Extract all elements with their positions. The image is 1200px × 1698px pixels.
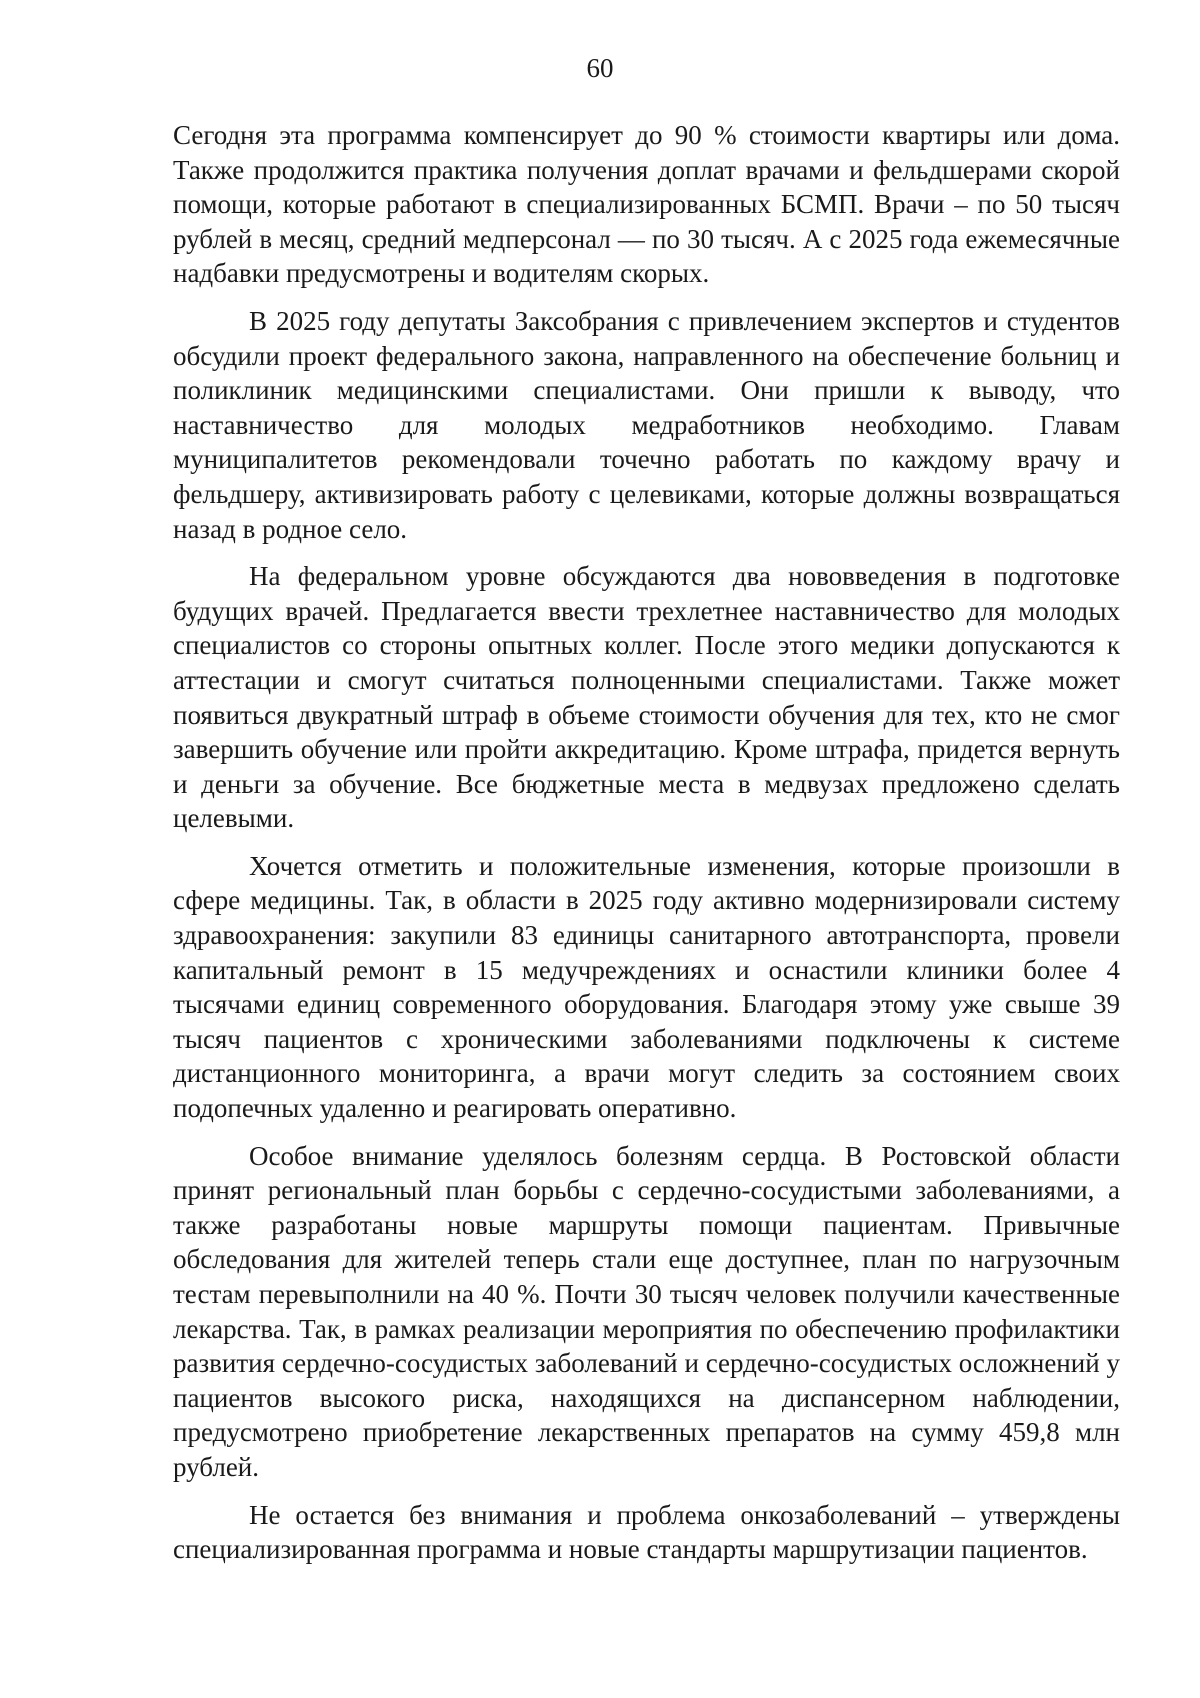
paragraph-positive-changes: Хочется отметить и положительные изменения, которые произошли в сфере медицины. Так, в области в 2025 году активно модернизировали систему здравоохранения: закупили 83 единицы санитарного автотранспорта, провели капитальный ремонт в 15 медучреждениях и оснастили клиники более 4 тысячами единиц современного оборудования. Благодаря этому уже свыше 39 тысяч пациентов с хроническими заболеваниями подключены к системе дистанционного мониторинга, а врачи могут следить за состоянием своих подопечных удаленно и реагировать оперативно. <box>173 850 1120 1124</box>
paragraph-deputies-discussion: В 2025 году депутаты Заксобрания с привлечением экспертов и студентов обсудили проект федерального закона, направленного на обеспечение больниц и поликлиник медицинскими специалистами. Они пришли к выводу, что наставничество для молодых медработников необходимо. Главам муниципалитетов рекомендовали точечно работать по каждому врачу и фельдшеру, активизировать работу с целевиками, которые должны возвращаться назад в родное село. <box>173 305 1120 544</box>
paragraph-oncology: Не остается без внимания и проблема онкозаболеваний – утверждены специализированная программа и новые стандарты маршрутизации пациентов. <box>173 1499 1120 1565</box>
paragraph-continuation: Сегодня эта программа компенсирует до 90 % стоимости квартиры или дома. Также продолжится практика получения доплат врачами и фельдшерами скорой помощи, которые работают в специализированных БСМП. Врачи – по 50 тысяч рублей в месяц, средний медперсонал — по 30 тысяч. А с 2025 года ежемесячные надбавки предусмотрены и водителям скорых. <box>173 120 1120 289</box>
page-number: 60 <box>586 53 614 83</box>
document-body <box>173 118 1120 1580</box>
paragraph-heart-diseases: Особое внимание уделялось болезням сердца. В Ростовской области принят региональный план борьбы с сердечно-сосудистыми заболеваниями, а также разработаны новые маршруты помощи пациентам. Привычные обследования для жителей теперь стали еще доступнее, план по нагрузочным тестам перевыполнили на 40 %. Почти 30 тысяч человек получили качественные лекарства. Так, в рамках реализации мероприятия по обеспечению профилактики развития сердечно-сосудистых заболеваний и сердечно-сосудистых осложнений у пациентов высокого риска, находящихся на диспансерном наблюдении, предусмотрено приобретение лекарственных препаратов на сумму 459,8 млн рублей. <box>173 1140 1120 1482</box>
paragraph-federal-innovations: На федеральном уровне обсуждаются два нововведения в подготовке будущих врачей. Предлагается ввести трехлетнее наставничество для молодых специалистов со стороны опытных коллег. После этого медики допускаются к аттестации и смогут считаться полноценными специалистами. Также может появиться двукратный штраф в объеме стоимости обучения для тех, кто не смог завершить обучение или пройти аккредитацию. Кроме штрафа, придется вернуть и деньги за обучение. Все бюджетные места в медвузах предложено сделать целевыми. <box>173 561 1120 834</box>
